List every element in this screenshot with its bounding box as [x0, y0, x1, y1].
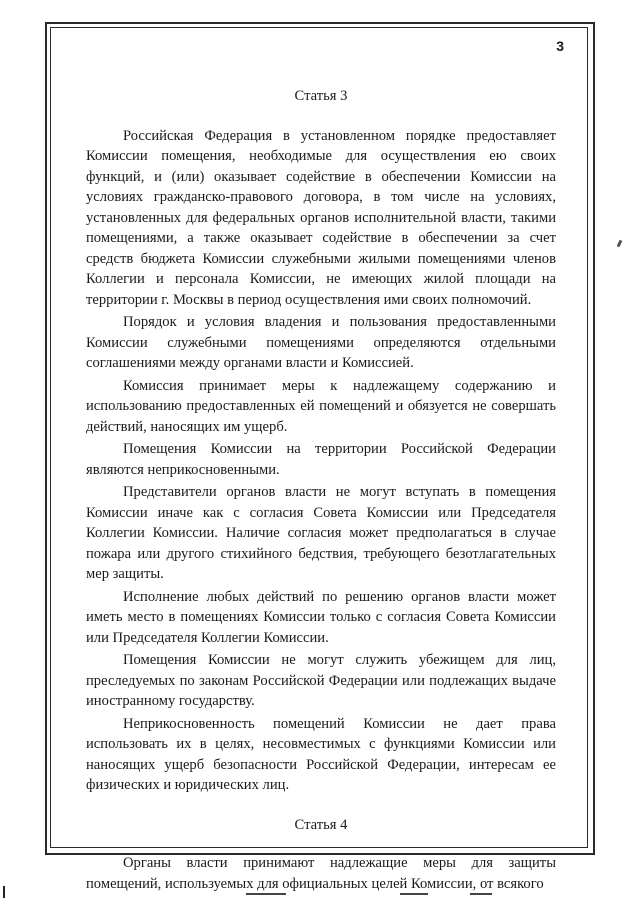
article-3-heading: Статья 3 [294, 88, 348, 104]
article-3-paragraph-7: Помещения Комиссии не могут служить убежищем для лиц, преследуемых по законам Российской Федерации или подлежащих выдаче иностранному государству. [86, 652, 556, 709]
article-3-paragraph-5: Представители органов власти не могут вступать в помещения Комиссии иначе как с согласия Совета Комиссии или Председателя Коллегии Комиссии. Наличие согласия может предполагаться в случае пожара или другого стихийного бедствия, требующего безотлагательных мер защиты. [86, 484, 556, 582]
article-3-paragraph-8: Неприкосновенность помещений Комиссии не дает права использовать их в целях, несовместимых с функциями Комиссии или наносящих ущерб безопасности Российской Федерации, интересам ее физических и юридических лиц. [86, 715, 556, 793]
scan-artifact-line-1 [246, 893, 286, 895]
article-3-paragraph-2: Порядок и условия владения и пользования предоставленными Комиссии служебными помещениями определяются отдельными соглашениями между органами власти и Комиссией. [86, 314, 556, 371]
article-3-paragraph-1: Российская Федерация в установленном порядке предоставляет Комиссии помещения, необходимые для осуществления ею своих функций, и (или) оказывает содействие в обеспечении Комиссии на условиях гражданско-правового договора, в том числе на условиях, установленных для федеральных органов исполнительной власти, такими помещениями, а также оказывает содействие в обеспечении за счет средств бюджета Комиссии служебными жилыми помещениями членов Коллегии и персонала Комиссии, не имеющих жилой площади на территории г. Москвы в период осуществления ими своих полномочий. [86, 127, 556, 308]
scan-artifact-tick [3, 886, 5, 898]
article-3-paragraph-3: Комиссия принимает меры к надлежащему содержанию и использованию предоставленных ей помещений и обязуется не совершать действий, наносящих им ущерб. [86, 377, 556, 435]
scan-artifact-mark [617, 240, 623, 248]
scan-artifact-line-2 [400, 893, 428, 895]
article-3-paragraph-4: Помещения Комиссии на территории Российской Федерации являются неприкосновенными. [86, 441, 556, 478]
scan-artifact-line-3 [470, 893, 492, 895]
article-3-paragraph-6: Исполнение любых действий по решению органов власти может иметь место в помещениях Комиссии только с согласия Совета Комиссии или Председателя Коллегии Комиссии. [86, 588, 556, 646]
document-body [86, 86, 556, 896]
article-4-paragraph-1: Органы власти принимают надлежащие меры для защиты помещений, используемых для официальных целей Комиссии, от всякого [86, 855, 556, 892]
page-number: 3 [556, 38, 564, 54]
article-4-heading: Статья 4 [294, 816, 348, 833]
